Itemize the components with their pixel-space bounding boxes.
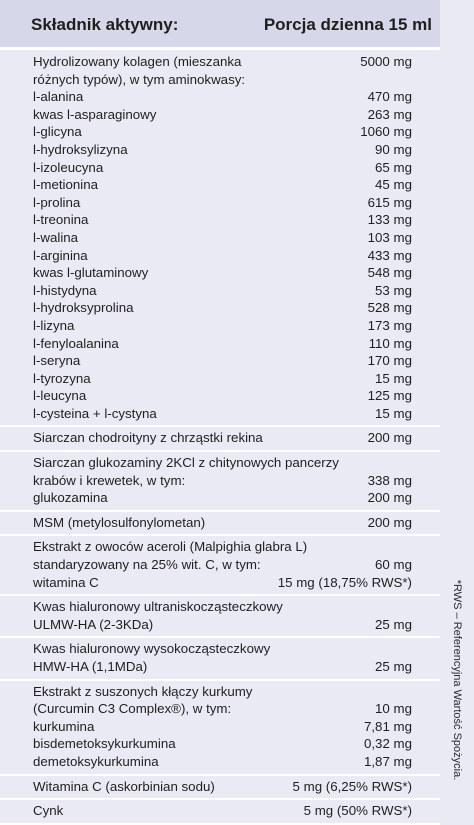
ingredient-row <box>0 247 440 265</box>
footnote-area <box>440 560 474 800</box>
ingredient-row <box>0 574 440 592</box>
ingredient-name: Ekstrakt z owoców aceroli (Malpighia glabra L) <box>33 539 308 555</box>
ingredient-name: l-tyrozyna <box>33 370 91 386</box>
ingredient-name: l-seryna <box>33 353 81 369</box>
ingredient-row <box>0 556 440 574</box>
ingredient-name: l-glicyna <box>33 124 82 140</box>
ingredient-amount: 45 mg <box>375 177 412 193</box>
ingredient-row <box>0 387 440 405</box>
ingredient-name: l-arginina <box>33 247 88 263</box>
ingredient-section <box>0 427 440 452</box>
ingredient-name: l-treonina <box>33 212 89 228</box>
table-body <box>0 51 440 825</box>
ingredient-amount: 338 mg <box>367 472 412 488</box>
ingredient-amount: 5000 mg <box>360 54 412 69</box>
ingredient-name: witamina C <box>33 574 99 590</box>
ingredient-name: l-fenyloalanina <box>33 335 119 351</box>
ingredient-row <box>0 159 440 177</box>
ingredient-name: l-metionina <box>33 177 99 193</box>
ingredient-row <box>0 640 440 658</box>
ingredient-row <box>0 598 440 616</box>
ingredient-amount: 103 mg <box>367 229 412 245</box>
ingredient-row <box>0 514 440 532</box>
ingredient-row <box>0 683 440 701</box>
ingredient-section <box>0 596 440 638</box>
ingredient-row <box>0 718 440 736</box>
ingredient-amount: 1,87 mg <box>363 753 412 769</box>
ingredient-row <box>0 211 440 229</box>
ingredient-amount: 7,81 mg <box>363 718 412 734</box>
ingredient-row <box>0 778 440 796</box>
ingredient-row <box>0 123 440 141</box>
ingredient-name: MSM (metylosulfonylometan) <box>33 514 206 530</box>
ingredient-amount: 263 mg <box>367 106 412 122</box>
header-ingredient: Składnik aktywny: <box>31 15 179 34</box>
ingredient-amount: 25 mg <box>375 616 412 632</box>
ingredient-name: (Curcumin C3 Complex®), w tym: <box>33 701 232 717</box>
ingredient-name: HMW-HA (1,1MDa) <box>33 659 148 674</box>
ingredient-name: glukozamina <box>33 490 108 506</box>
ingredient-section <box>0 681 440 776</box>
ingredient-amount: 615 mg <box>367 194 412 210</box>
header-daily-portion: Porcja dzienna 15 ml <box>263 15 432 34</box>
ingredient-amount: 125 mg <box>367 388 412 404</box>
ingredient-row <box>0 538 440 556</box>
ingredient-name: l-histydyna <box>33 282 97 298</box>
ingredient-name: bisdemetoksykurkumina <box>33 736 176 752</box>
ingredient-section <box>0 51 440 427</box>
ingredient-name: standaryzowany na 25% wit. C, w tym: <box>33 557 261 573</box>
ingredient-amount: 200 mg <box>367 490 412 506</box>
ingredient-amount: 528 mg <box>367 300 412 316</box>
ingredient-amount: 0,32 mg <box>363 736 412 752</box>
ingredient-amount: 433 mg <box>367 247 412 263</box>
ingredient-row <box>0 106 440 124</box>
ingredient-row <box>0 700 440 718</box>
footnote: *RWS – Referencyjna Wartość Spożycia. <box>451 579 463 781</box>
ingredient-amount: 60 mg <box>375 557 412 573</box>
ingredient-amount: 548 mg <box>367 265 412 281</box>
ingredient-name: l-hydroksyprolina <box>33 300 134 316</box>
ingredient-amount: 15 mg (18,75% RWS*) <box>277 574 412 590</box>
ingredient-row <box>0 370 440 388</box>
ingredient-name: l-hydroksylizyna <box>33 141 128 157</box>
ingredient-name: l-izoleucyna <box>33 159 104 175</box>
ingredient-row <box>0 616 440 634</box>
ingredient-name: kwas l-asparaginowy <box>33 106 157 122</box>
ingredient-name: ULMW-HA (2-3KDa) <box>33 616 154 632</box>
ingredient-row <box>0 229 440 247</box>
ingredient-amount: 10 mg <box>375 701 412 717</box>
ingredient-row <box>0 71 440 89</box>
ingredient-amount: 200 mg <box>367 514 412 530</box>
ingredient-name: różnych typów), w tym aminokwasy: <box>33 71 246 87</box>
ingredient-section <box>0 512 440 537</box>
ingredient-row <box>0 176 440 194</box>
ingredient-section <box>0 536 440 596</box>
ingredient-amount: 25 mg <box>375 659 412 674</box>
ingredient-amount: 65 mg <box>375 159 412 175</box>
ingredient-name: Cynk <box>33 803 64 819</box>
ingredient-amount: 53 mg <box>375 282 412 298</box>
ingredient-row <box>0 53 440 71</box>
ingredient-name: l-walina <box>33 229 79 245</box>
table-header <box>0 0 440 50</box>
ingredient-row <box>0 472 440 490</box>
ingredient-name: Witamina C (askorbinian sodu) <box>33 778 215 794</box>
ingredient-amount: 15 mg <box>375 405 412 421</box>
ingredient-section <box>0 452 440 512</box>
ingredient-row <box>0 753 440 771</box>
ingredient-row <box>0 299 440 317</box>
ingredient-name: l-alanina <box>33 89 84 105</box>
ingredient-amount: 470 mg <box>367 89 412 105</box>
ingredient-amount: 1060 mg <box>360 124 412 140</box>
ingredient-row <box>0 405 440 423</box>
ingredient-row <box>0 489 440 507</box>
ingredient-name: demetoksykurkumina <box>33 753 159 769</box>
ingredient-amount: 15 mg <box>375 370 412 386</box>
ingredient-name: l-lizyna <box>33 317 75 333</box>
ingredient-amount: 133 mg <box>367 212 412 228</box>
ingredient-row <box>0 194 440 212</box>
ingredient-row <box>0 429 440 447</box>
ingredient-row <box>0 317 440 335</box>
ingredient-name: Kwas hialuronowy wysokocząsteczkowy <box>33 641 271 657</box>
ingredient-name: Siarczan glukozaminy 2KCl z chitynowych pancerzy <box>33 455 339 471</box>
ingredient-name: l-prolina <box>33 194 81 210</box>
ingredient-row <box>0 352 440 370</box>
ingredient-name: kwas l-glutaminowy <box>33 265 149 281</box>
ingredient-row <box>0 282 440 300</box>
ingredient-row <box>0 141 440 159</box>
ingredient-amount: 5 mg (6,25% RWS*) <box>292 778 412 794</box>
ingredient-name: Kwas hialuronowy ultraniskocząsteczkowy <box>33 599 283 615</box>
ingredient-amount: 200 mg <box>367 430 412 446</box>
ingredient-row <box>0 335 440 353</box>
ingredient-amount: 5 mg (50% RWS*) <box>303 803 412 819</box>
ingredient-section <box>0 800 440 825</box>
ingredient-amount: 170 mg <box>367 353 412 369</box>
ingredient-row <box>0 264 440 282</box>
ingredient-row <box>0 454 440 472</box>
ingredient-name: Ekstrakt z suszonych kłączy kurkumy <box>33 683 253 699</box>
ingredient-name: kurkumina <box>33 718 95 734</box>
ingredient-row <box>0 88 440 106</box>
ingredient-amount: 173 mg <box>367 317 412 333</box>
ingredient-section <box>0 638 440 680</box>
ingredient-row <box>0 658 440 676</box>
ingredient-name: Hydrolizowany kolagen (mieszanka <box>33 54 242 69</box>
ingredient-amount: 90 mg <box>375 141 412 157</box>
ingredient-amount: 110 mg <box>368 335 412 351</box>
ingredient-name: l-leucyna <box>33 388 87 404</box>
ingredient-row <box>0 735 440 753</box>
ingredient-section <box>0 776 440 801</box>
ingredient-name: krabów i krewetek, w tym: <box>33 472 186 488</box>
ingredient-name: Siarczan chodroityny z chrząstki rekina <box>33 430 263 446</box>
ingredient-name: l-cysteina + l-cystyna <box>33 405 157 421</box>
